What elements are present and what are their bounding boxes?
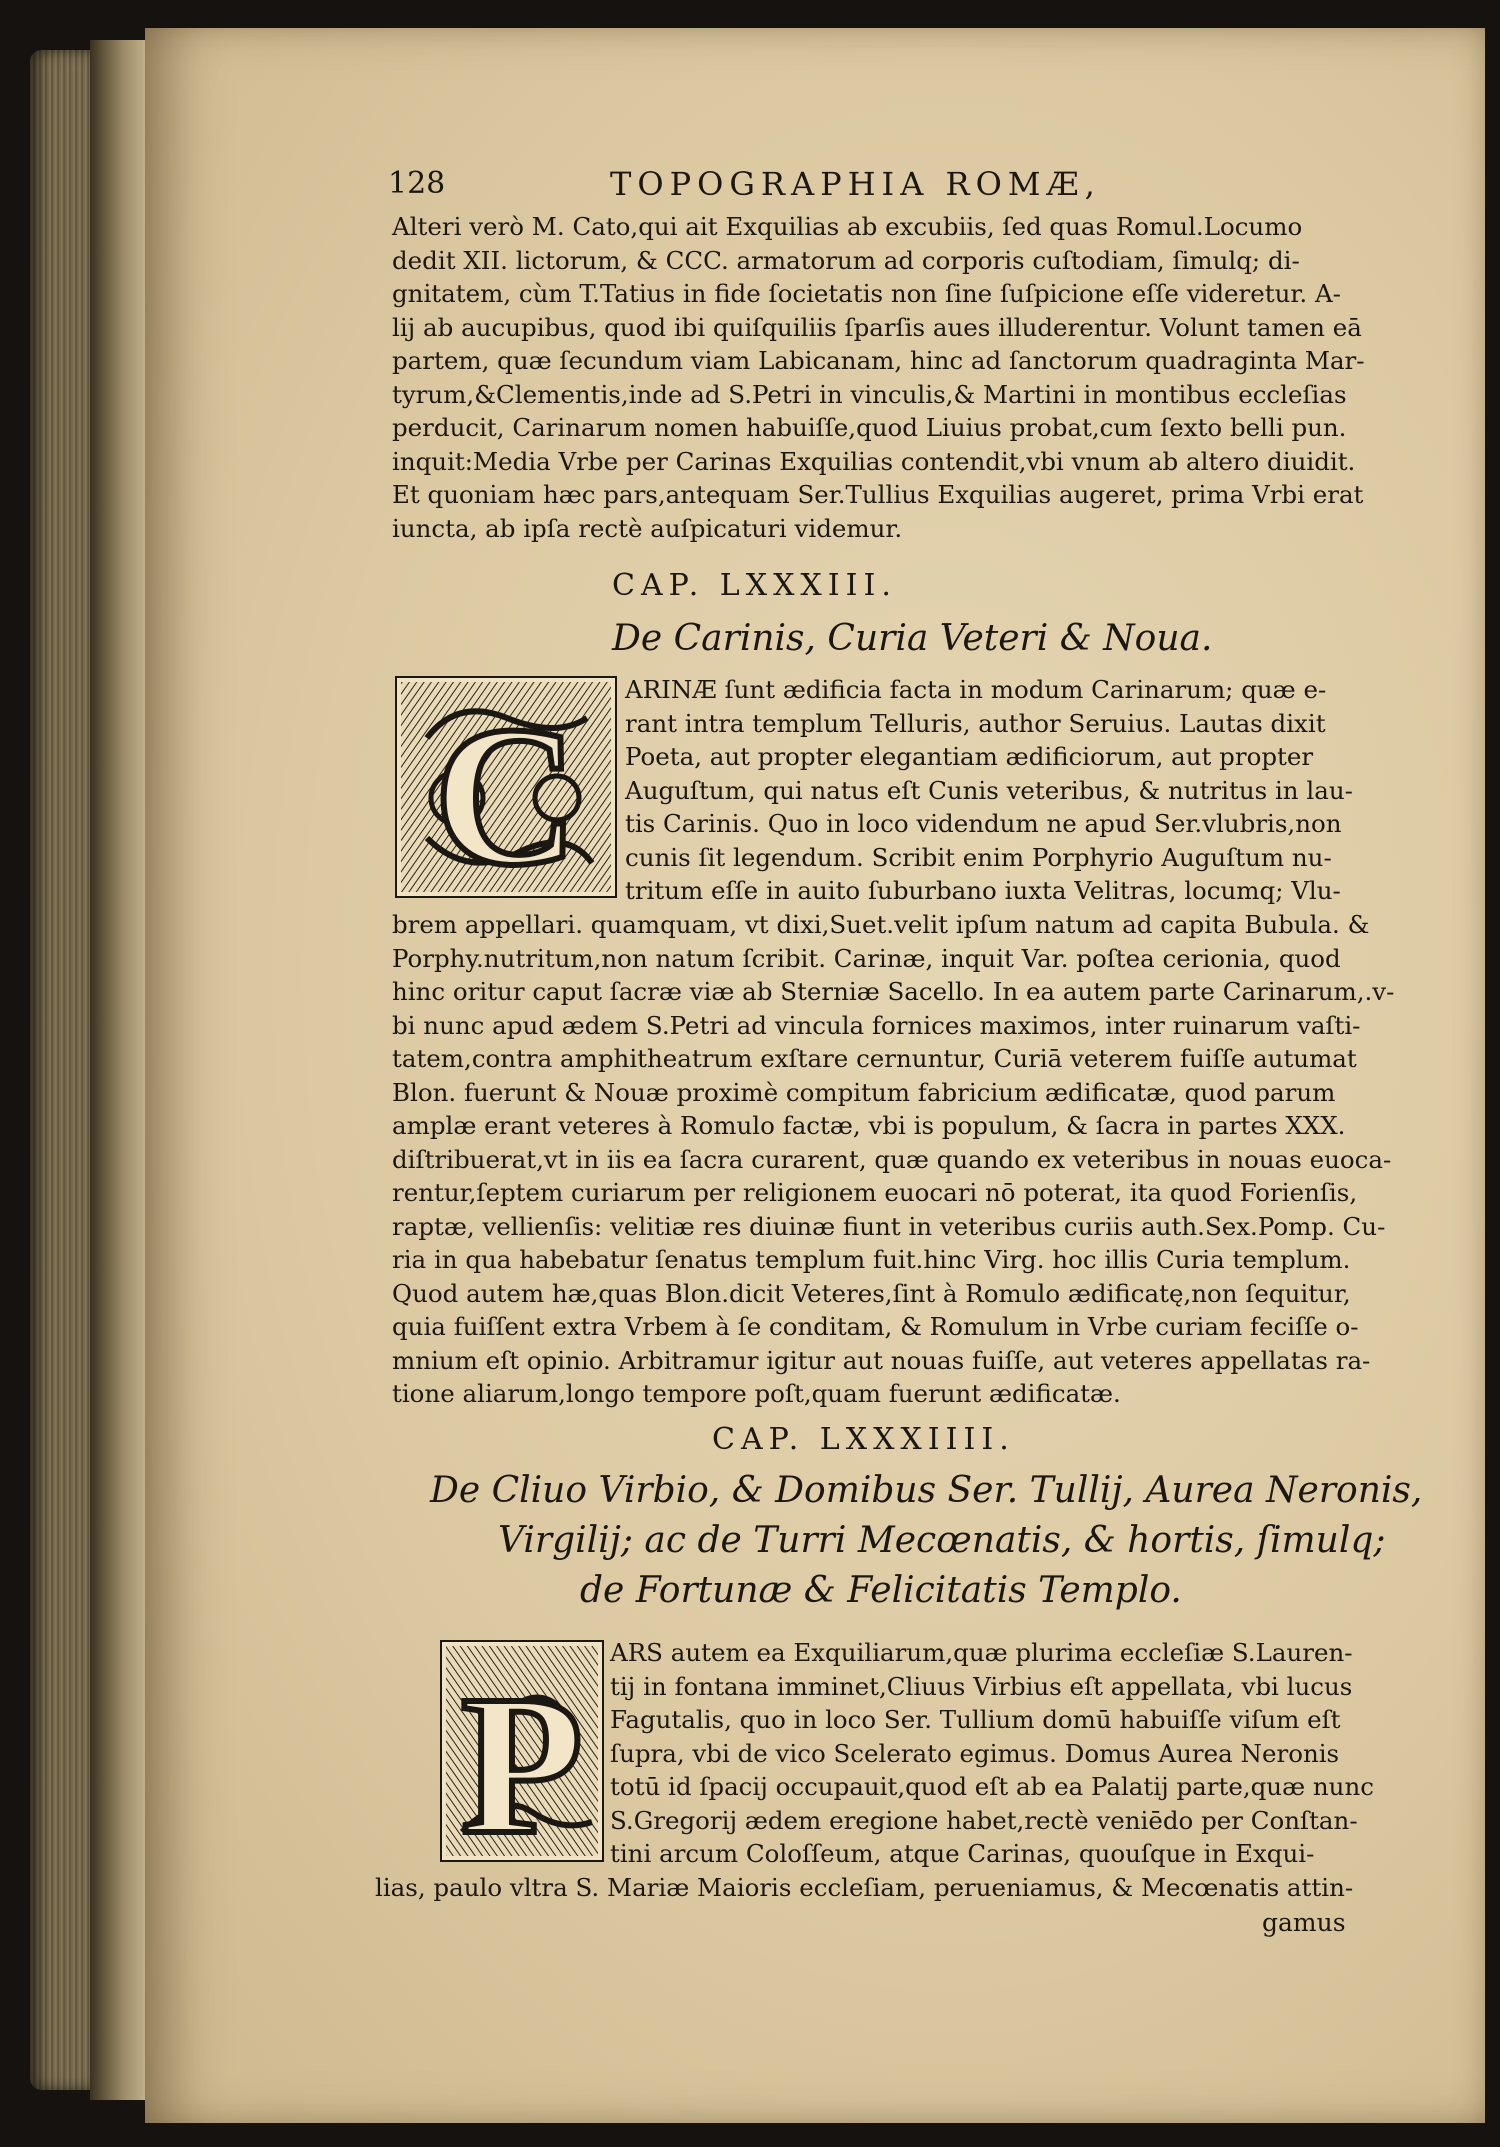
text-line: ARS autem ea Exquiliarum,quæ plurima eccleſiæ S.Lauren- xyxy=(610,1638,1353,1667)
text-line: Auguſtum, qui natus eſt Cunis veteribus, & nutritus in lau- xyxy=(625,775,1353,805)
decorated-initial-c xyxy=(395,676,617,898)
text-line: tyrum,&Clementis,inde ad S.Petri in vinculis,& Martini in montibus eccleſias xyxy=(392,379,1347,409)
chapter-84-heading: CAP. LXXXIIII. xyxy=(712,1422,1015,1457)
text-line: raptæ, vellienſis: velitiæ res diuinæ fiunt in veteribus curiis auth.Sex.Pomp. Cu- xyxy=(392,1211,1386,1241)
text-line: gnitatem, cùm T.Tatius in fide ſocietatis non ſine ſuſpicione eſſe videretur. A- xyxy=(392,279,1341,308)
text-line: Blon. fuerunt & Nouæ proximè compitum fabricium ædificatæ, quod parum xyxy=(392,1077,1336,1107)
text-line: Poeta, aut propter elegantiam ædificiorum, aut propter xyxy=(625,742,1314,771)
decorated-initial-p xyxy=(440,1640,604,1862)
text-line: Alteri verò M. Cato,qui ait Exquilias ab excubiis, ſed quas Romul.Locumo xyxy=(392,212,1303,241)
text-line: diſtribuerat,vt in iis ea ſacra curarent, quæ quando ex veteribus in nouas euoca- xyxy=(392,1144,1392,1174)
text-line: tione aliarum,longo tempore poſt,quam fuerunt ædificatæ. xyxy=(392,1379,1121,1408)
svg-text:P: P xyxy=(460,1655,584,1860)
chapter-83-title: De Carinis, Curia Veteri & Noua. xyxy=(612,618,1213,659)
text-line: iuncta, ab ipſa rectè auſpicaturi videmur. xyxy=(392,513,903,543)
chapter-83-heading: CAP. LXXXIII. xyxy=(612,568,897,603)
text-line: Et quoniam hæc pars,antequam Ser.Tullius Exquilias augeret, prima Vrbi erat xyxy=(392,480,1364,509)
text-line: bi nunc apud ædem S.Petri ad vincula fornices maximos, inter ruinarum vaſti- xyxy=(392,1010,1361,1040)
page-number: 128 xyxy=(388,166,446,201)
text-line: tis Carinis. Quo in loco videndum ne apud Ser.vlubris,non xyxy=(625,809,1342,838)
text-line: rant intra templum Telluris, author Seruius. Lautas dixit xyxy=(625,708,1326,738)
text-line: amplæ erant veteres à Romulo factæ, vbi is populum, & ſacra in partes XXX. xyxy=(392,1111,1346,1140)
text-line: Quod autem hæ,quas Blon.dicit Veteres,ſint à Romulo ædificatę,non ſequitur, xyxy=(392,1278,1351,1308)
text-line: ria in qua habebatur ſenatus templum fuit.hinc Virg. hoc illis Curia templum. xyxy=(392,1245,1351,1274)
text-line: tatem,contra amphitheatrum exſtare cernuntur, Curiā veterem fuiſſe autumat xyxy=(392,1044,1357,1073)
text-line: brem appellari. quamquam, vt dixi,Suet.velit ipſum natum ad capita Bubula. & xyxy=(392,910,1370,939)
text-line: ARINÆ ſunt ædificia facta in modum Carinarum; quæ e- xyxy=(625,675,1327,704)
text-line: Fagutalis, quo in loco Ser. Tullium domū habuiſſe viſum eſt xyxy=(610,1705,1341,1734)
text-line: cunis ſit legendum. Scribit enim Porphyrio Auguſtum nu- xyxy=(625,842,1332,872)
text-line: ſupra, vbi de vico Scelerato egimus. Domus Aurea Neronis xyxy=(610,1738,1340,1768)
text-line: quia fuiſſent extra Vrbem à ſe conditam, & Romulum in Vrbe curiam feciſſe o- xyxy=(392,1312,1359,1341)
text-line: hinc oritur caput ſacræ viæ ab Sterniæ Sacello. In ea autem parte Carinarum,.v- xyxy=(392,977,1395,1006)
chapter-84-title-line-2: Virgilij; ac de Turri Mecœnatis, & hortis, ſimulq; xyxy=(498,1520,1386,1561)
text-line: partem, quæ ſecundum viam Labicanam, hinc ad ſanctorum quadraginta Mar- xyxy=(392,346,1365,375)
chapter-84-wrapped-text xyxy=(610,1636,1374,1871)
running-head: TOPOGRAPHIA ROMÆ, xyxy=(610,165,1101,203)
text-line: rentur,ſeptem curiarum per religionem euocari nō poterat, ita quod Forienſis, xyxy=(392,1178,1358,1207)
text-line: S.Gregorij ædem eregione habet,rectè veniēdo per Conſtan- xyxy=(610,1805,1358,1835)
text-line: lij ab aucupibus, quod ibi quiſquiliis ſparſis aues illuderentur. Volunt tamen eā xyxy=(392,312,1362,342)
chapter-84-title-line-3: de Fortunæ & Felicitatis Templo. xyxy=(580,1570,1182,1611)
intro-paragraph xyxy=(392,210,1365,545)
decorated-initial-p-art xyxy=(442,1642,602,1860)
text-line: tritum eſſe in auito ſuburbano iuxta Velitras, locumq; Vlu- xyxy=(625,876,1341,905)
book-gutter xyxy=(90,40,150,2100)
chapter-84-body xyxy=(375,1871,1353,1905)
catchword: gamus xyxy=(1262,1908,1346,1937)
text-line: mnium eſt opinio. Arbitramur igitur aut nouas fuiſſe, aut veteres appellatas ra- xyxy=(392,1345,1371,1375)
text-line: totū id ſpacij occupauit,quod eſt ab ea Palatij parte,quæ nunc xyxy=(610,1772,1374,1801)
chapter-83-body xyxy=(392,908,1394,1411)
text-line: Porphy.nutritum,non natum ſcribit. Carinæ, inquit Var. poſtea cerionia, quod xyxy=(392,943,1341,973)
text-line: inquit:Media Vrbe per Carinas Exquilias contendit,vbi vnum ab altero diuidit. xyxy=(392,446,1356,476)
chapter-84-title-line-1: De Cliuo Virbio, & Domibus Ser. Tullij, Aurea Neronis, xyxy=(430,1470,1423,1511)
chapter-83-wrapped-text xyxy=(625,673,1353,908)
decorated-initial-c-art xyxy=(397,678,615,896)
text-line: tij in fontana imminet,Cliuus Virbius eſt appellata, vbi lucus xyxy=(610,1671,1353,1701)
svg-text:C: C xyxy=(433,686,579,896)
text-line: lias, paulo vltra S. Mariæ Maioris eccleſiam, perueniamus, & Mecœnatis attin- xyxy=(375,1873,1354,1902)
text-line: perducit, Carinarum nomen habuiſſe,quod Liuius probat,cum ſexto belli pun. xyxy=(392,413,1347,442)
text-line: dedit XII. lictorum, & CCC. armatorum ad corporis cuſtodiam, ſimulq; di- xyxy=(392,245,1300,275)
text-line: tini arcum Coloſſeum, atque Carinas, quouſque in Exqui- xyxy=(610,1839,1315,1868)
page-header xyxy=(388,162,1148,206)
